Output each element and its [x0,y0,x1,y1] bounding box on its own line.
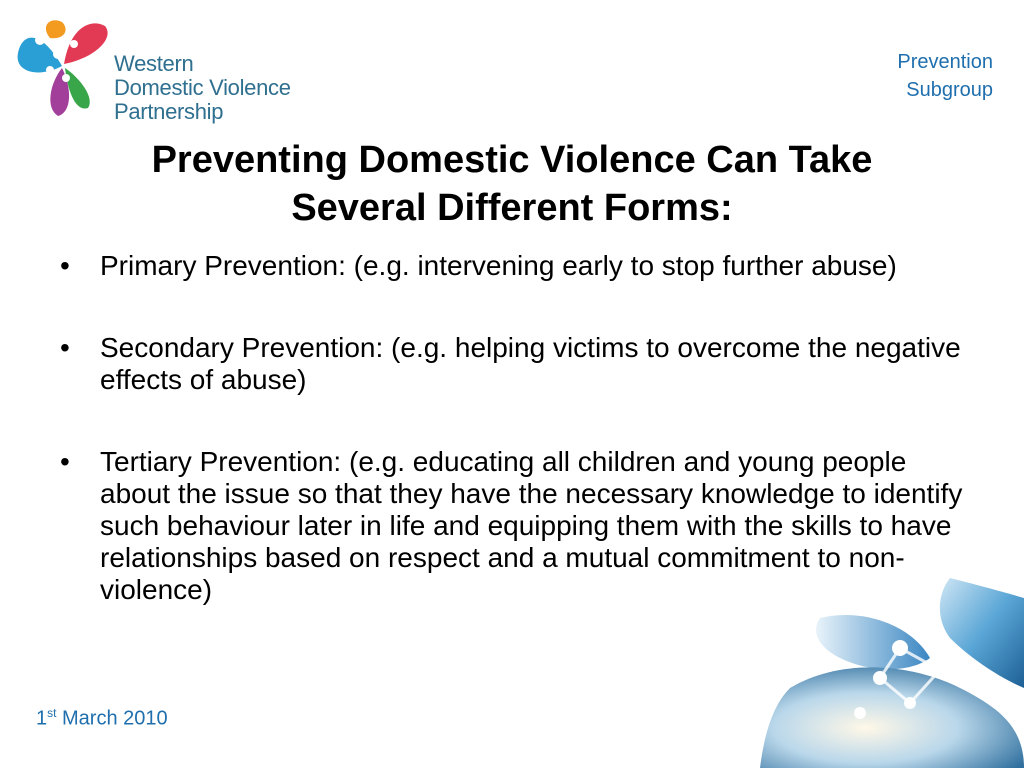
bullet-text: Tertiary Prevention: (e.g. educating all children and young people about the issue so that they have the necessary knowledge to identify such behaviour later in life and equipping them with the skills to have relationships based on respect and a mutual commitment to non-violence) [100,446,963,605]
footer-date [36,706,168,731]
partnership-logo [10,8,330,133]
bullet-marker: • [60,332,70,363]
date-rest: March 2010 [56,707,168,730]
logo-line-3: Partnership [114,99,224,124]
bullet-text: Primary Prevention: (e.g. intervening early to stop further abuse) [100,250,897,281]
subgroup-line-1: Prevention [897,51,993,73]
logo-wordmark [114,52,291,124]
bullet-text: Secondary Prevention: (e.g. helping victims to overcome the negative effects of abuse) [100,332,961,395]
sky-butterfly-decoration-icon [760,578,1024,768]
bullet-item-secondary [60,332,968,396]
logo-line-2: Domestic Violence [114,75,291,100]
date-day: 1 [36,707,48,730]
logo-line-1: Western [114,51,194,76]
butterfly-logo-icon [10,8,120,120]
bullet-marker: • [60,446,70,477]
subgroup-label [897,48,993,104]
bullet-item-primary [60,250,968,282]
title-line-1: Preventing Domestic Violence Can Take [151,139,873,181]
subgroup-line-2: Subgroup [906,79,993,101]
date-suffix: st [47,706,57,720]
slide-title [40,136,984,232]
bullet-marker: • [60,250,70,281]
title-line-2: Several Different Forms: [291,187,733,229]
